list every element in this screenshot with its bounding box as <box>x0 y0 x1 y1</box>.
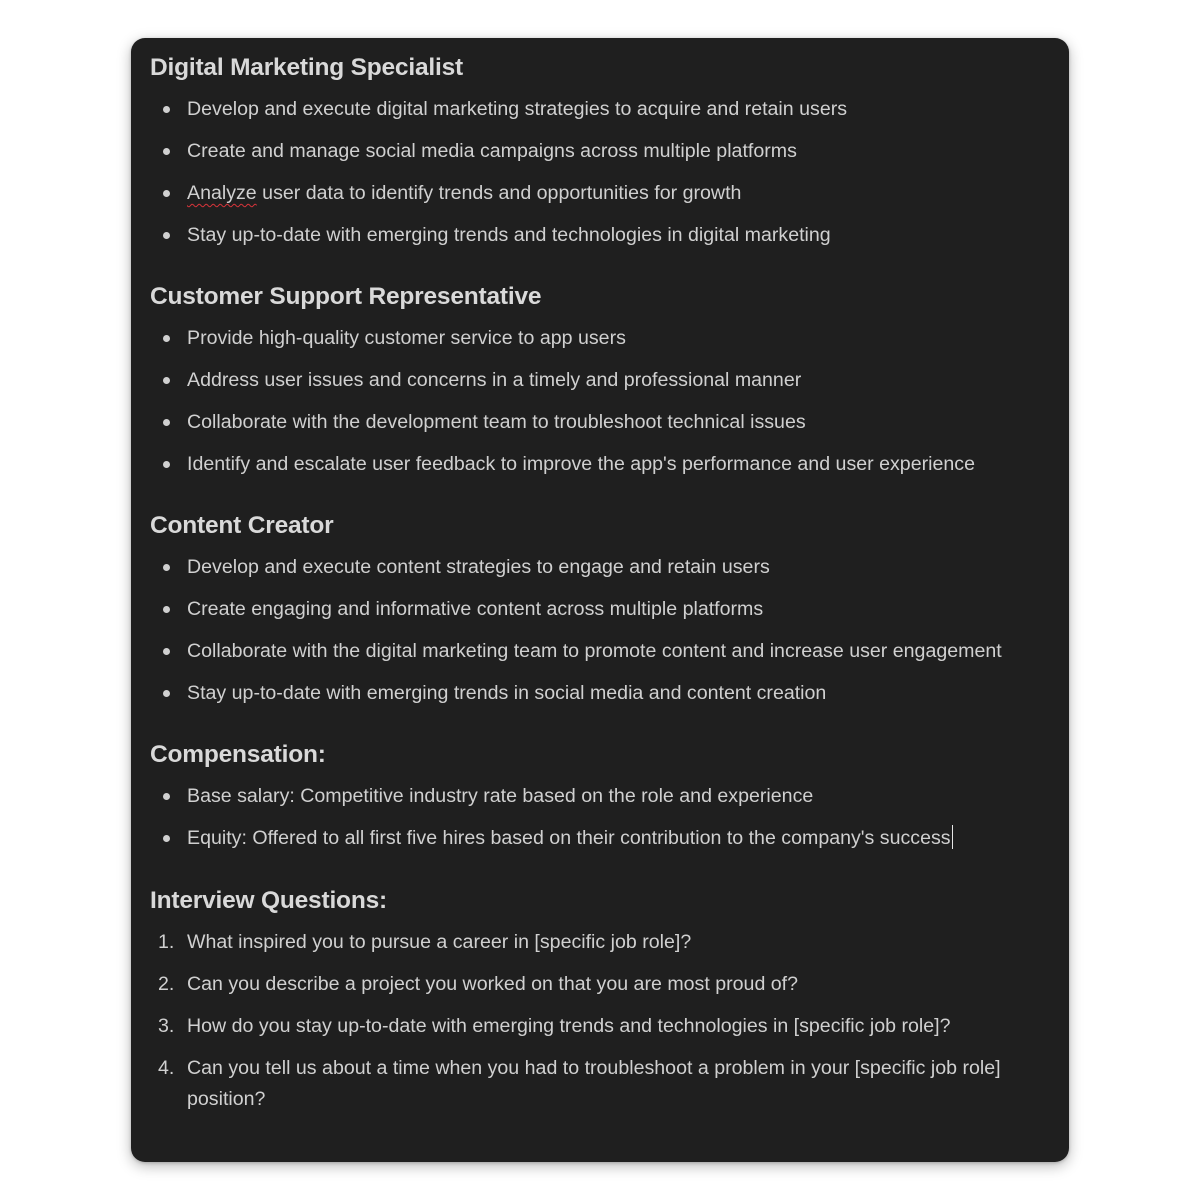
section-customer-support-representative <box>150 281 1069 480</box>
list-item-text: Collaborate with the digital marketing team to promote content and increase user engagement <box>187 640 1002 662</box>
bullet-icon <box>163 461 170 468</box>
section-heading: Content Creator <box>150 512 334 539</box>
list-item <box>150 220 1069 251</box>
section-interview-questions <box>150 885 1069 1115</box>
list-item-text: Stay up-to-date with emerging trends in social media and content creation <box>187 682 827 704</box>
bullet-icon <box>163 606 170 613</box>
list-item <box>150 1011 1069 1042</box>
section-heading: Compensation: <box>150 741 326 768</box>
document-panel <box>131 38 1069 1162</box>
section-compensation <box>150 739 1069 854</box>
list-item-text: user data to identify trends and opportunities for growth <box>262 182 742 204</box>
list-item-text: Stay up-to-date with emerging trends and technologies in digital marketing <box>187 224 831 246</box>
list-item <box>150 407 1069 438</box>
bullet-icon <box>163 106 170 113</box>
list-item-text: Provide high-quality customer service to app users <box>187 327 626 349</box>
text-cursor <box>952 825 954 849</box>
list-item <box>150 678 1069 709</box>
list-item <box>150 823 1069 854</box>
list-item <box>150 552 1069 583</box>
bullet-icon <box>163 793 170 800</box>
document-content[interactable] <box>131 38 1069 1115</box>
bullet-icon <box>163 648 170 655</box>
bullet-icon <box>163 835 170 842</box>
bullet-icon <box>163 377 170 384</box>
list-item <box>150 323 1069 354</box>
list-item <box>150 136 1069 167</box>
list-item <box>150 969 1069 1000</box>
section-digital-marketing-specialist <box>150 52 1069 251</box>
bullet-icon <box>163 690 170 697</box>
list-item-text: Collaborate with the development team to troubleshoot technical issues <box>187 411 806 433</box>
list-number: 4. <box>158 1057 175 1079</box>
numbered-list <box>150 927 1069 1115</box>
bullet-list <box>150 781 1069 854</box>
list-item-text: Equity: Offered to all first five hires based on their contribution to the company's success <box>187 827 951 849</box>
bullet-icon <box>163 419 170 426</box>
list-item <box>150 365 1069 396</box>
section-heading: Interview Questions: <box>150 887 387 914</box>
bullet-icon <box>163 148 170 155</box>
list-item <box>150 449 1069 480</box>
bullet-icon <box>163 564 170 571</box>
list-item-text: How do you stay up-to-date with emerging trends and technologies in [specific job role]? <box>187 1015 951 1037</box>
misspelled-word[interactable]: Analyze <box>187 182 257 204</box>
list-number: 3. <box>158 1015 175 1037</box>
bullet-list <box>150 552 1069 709</box>
list-item-text: Address user issues and concerns in a timely and professional manner <box>187 369 802 391</box>
list-item <box>150 1053 1069 1115</box>
list-item-text: Develop and execute content strategies to engage and retain users <box>187 556 770 578</box>
list-item-text: Create and manage social media campaigns across multiple platforms <box>187 140 797 162</box>
section-heading: Customer Support Representative <box>150 283 542 310</box>
bullet-icon <box>163 190 170 197</box>
list-item-text: Identify and escalate user feedback to improve the app's performance and user experience <box>187 453 975 475</box>
list-item <box>150 594 1069 625</box>
list-item-text: Can you describe a project you worked on that you are most proud of? <box>187 973 799 995</box>
list-item <box>150 94 1069 125</box>
list-item <box>150 636 1069 667</box>
list-item-text: Develop and execute digital marketing strategies to acquire and retain users <box>187 98 848 120</box>
list-item-text: Create engaging and informative content across multiple platforms <box>187 598 764 620</box>
bullet-icon <box>163 232 170 239</box>
list-number: 2. <box>158 973 175 995</box>
list-item <box>150 178 1069 209</box>
list-item-text: What inspired you to pursue a career in [specific job role]? <box>187 931 692 953</box>
section-heading: Digital Marketing Specialist <box>150 54 463 81</box>
bullet-icon <box>163 335 170 342</box>
bullet-list <box>150 323 1069 480</box>
bullet-list <box>150 94 1069 251</box>
list-item <box>150 781 1069 812</box>
list-item-text: Base salary: Competitive industry rate based on the role and experience <box>187 785 814 807</box>
list-item <box>150 927 1069 958</box>
section-content-creator <box>150 510 1069 709</box>
list-number: 1. <box>158 931 175 953</box>
list-item-text: Can you tell us about a time when you had to troubleshoot a problem in your [specific job role] position? <box>187 1057 1001 1110</box>
